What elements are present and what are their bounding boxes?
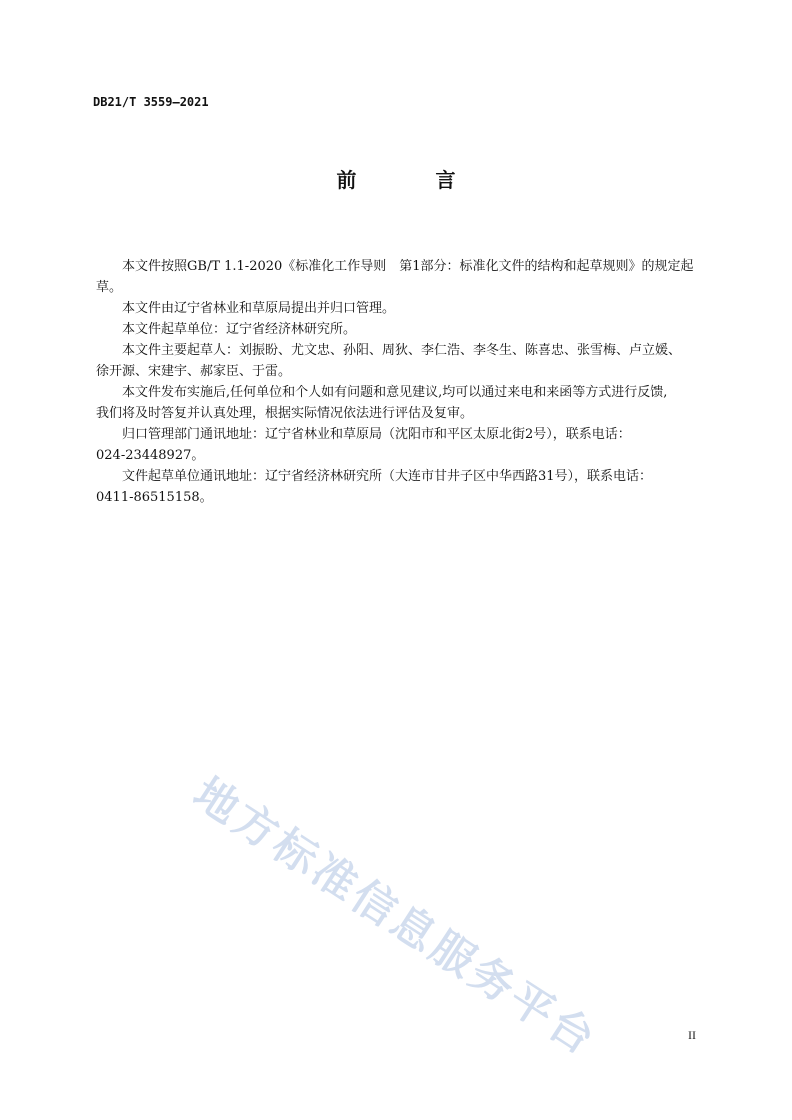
paragraph-line: 草。	[96, 280, 123, 295]
paragraph-drafting-unit	[96, 319, 716, 340]
paragraph-drafter-contact	[96, 466, 716, 508]
standard-code: DB21/T 3559—2021	[93, 95, 209, 109]
page-title: 前 言	[336, 168, 492, 192]
paragraph-line: 本文件按照GB/T 1.1-2020《标准化工作导则 第1部分：标准化文件的结构和起草规则》的规定起	[122, 259, 694, 274]
paragraph-line: 0411-86515158。	[96, 490, 213, 505]
paragraph-feedback	[96, 382, 716, 424]
page-number: II	[688, 1028, 696, 1042]
paragraph-line: 本文件起草单位：辽宁省经济林研究所。	[122, 322, 357, 337]
paragraph-line: 本文件由辽宁省林业和草原局提出并归口管理。	[122, 301, 396, 316]
paragraph-line: 本文件主要起草人：刘振盼、尤文忠、孙阳、周狄、李仁浩、李冬生、陈喜忠、张雪梅、卢立媛、	[122, 343, 682, 358]
watermark: 地方标准信息服务平台	[184, 768, 606, 1067]
paragraph-line: 本文件发布实施后,任何单位和个人如有问题和意见建议,均可以通过来电和来函等方式进行反馈,	[122, 385, 668, 400]
paragraph-line: 文件起草单位通讯地址：辽宁省经济林研究所（大连市甘井子区中华西路31号），联系电话：	[122, 469, 653, 484]
paragraph-drafters	[96, 340, 716, 382]
paragraph-line: 徐开源、宋建宇、郝家臣、于雷。	[96, 364, 292, 379]
paragraph-admin-contact	[96, 424, 716, 466]
foreword-body	[96, 256, 716, 508]
paragraph-line: 我们将及时答复并认真处理，根据实际情况依法进行评估及复审。	[96, 406, 474, 421]
paragraph-drafting-rules	[96, 256, 716, 298]
paragraph-proposer	[96, 298, 716, 319]
paragraph-line: 归口管理部门通讯地址：辽宁省林业和草原局（沈阳市和平区太原北街2号），联系电话：	[122, 427, 631, 442]
paragraph-line: 024-23448927。	[96, 448, 205, 463]
